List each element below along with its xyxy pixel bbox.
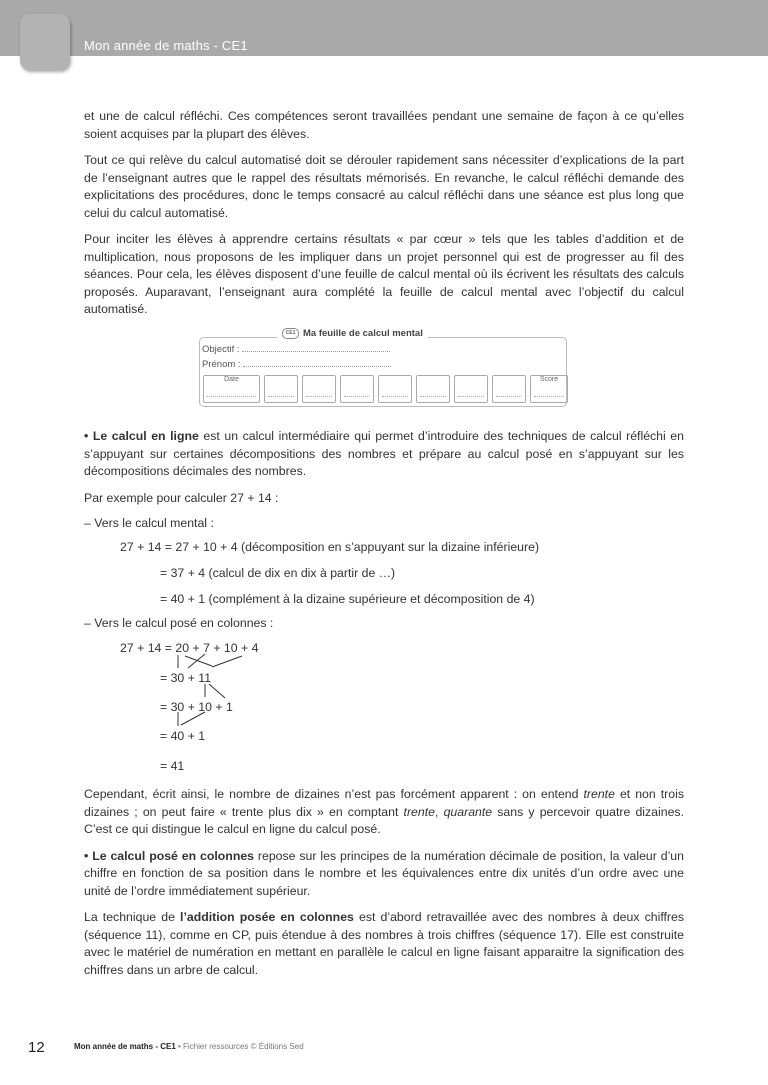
objectif-label: Objectif :: [202, 344, 240, 355]
text: est d’abord retravaillée avec des nombres à deux chiffres (séquence 11), comme en CP, puis étendue à des nombres à trois chiffres (séquence 17). Elle est construite avec le matériel de numération en mettant en parallèle le calcul en ligne faisant apparaitre la signification des chiffres dans un arbre de calcul.: [84, 910, 685, 977]
paragraph-calcul-en-ligne: [84, 428, 684, 481]
date-label: Date: [224, 376, 239, 383]
score-label: Score: [539, 376, 559, 383]
answer-cell: [378, 375, 412, 403]
prenom-line: [202, 359, 391, 370]
footer-publisher: • Fichier ressources © Éditions Sed: [175, 1042, 304, 1051]
answer-cell: [454, 375, 488, 403]
page-number: 12: [28, 1039, 45, 1056]
column-line-3: = 30 + 10 + 1: [160, 700, 233, 714]
paragraph: Pour inciter les élèves à apprendre certains résultats « par cœur » tels que les tables d’addition et de multiplication, nous proposons de les impliquer dans un projet personnel qui est de progresser au fil des séances. Pour cela, les élèves disposent d’une feuille de calcul mental où ils écrivent les résultats des calculs proposés. Auparavant, l’enseignant aura complété la feuille de calcul mental avec l’objectif du calcul automatisé.: [84, 232, 684, 316]
date-cell: [203, 375, 260, 403]
paragraph: Tout ce qui relève du calcul automatisé doit se dérouler rapidement sans nécessiter d’explications de la part de l’enseignant autres que le rappel des résultats mémorisés. En revanche, le calcul réfléchi demande des explicitations des procédures, donc le temps consacré au calcul réfléchi dans une séance est plus long que celui du calcul automatisé.: [84, 153, 684, 220]
mental-line-3: = 40 + 1 (complément à la dizaine supérieure et décomposition de 4): [160, 592, 535, 606]
page-content-3: [84, 786, 684, 979]
mental-line-1: 27 + 14 = 27 + 10 + 4 (décomposition en s’appuyant sur la dizaine inférieure): [120, 540, 540, 554]
answer-cell: [340, 375, 374, 403]
ce1-logo-icon: CE1: [282, 328, 299, 339]
column-line-4: = 40 + 1: [160, 729, 206, 743]
paragraph: – Vers le calcul mental :: [84, 516, 214, 530]
text: sans y percevoir quatre dizaines. C’est ce qui distingue le calcul en ligne du calcul posé.: [84, 804, 684, 836]
text: ,: [435, 804, 444, 819]
sheet-title-text: Ma feuille de calcul mental: [303, 328, 423, 339]
sheet-cells: [203, 375, 568, 403]
bold-term: l’addition posée en colonnes: [180, 910, 354, 924]
bullet: •: [84, 848, 89, 863]
header-title: Mon année de maths - CE1: [84, 38, 248, 53]
italic-text: trente: [583, 787, 615, 801]
answer-cell: [264, 375, 298, 403]
column-line-5: = 41: [160, 759, 185, 773]
paragraph-calcul-pose: [84, 848, 684, 901]
footer-book-title: Mon année de maths - CE1: [74, 1042, 176, 1051]
answer-cell: [416, 375, 450, 403]
tree-line: [209, 684, 225, 698]
paragraph: et une de calcul réfléchi. Ces compétences seront travaillées pendant une semaine de façon à ce qu’elles soient acquises par la plupart des élèves.: [84, 109, 684, 141]
tree-line: [185, 656, 212, 666]
bold-term: Le calcul en ligne: [92, 429, 199, 443]
tree-line: [212, 656, 242, 667]
italic-text: quarante: [443, 804, 493, 819]
bullet: •: [84, 429, 89, 443]
page-content: [84, 108, 684, 319]
text: Cependant, écrit ainsi, le nombre de dizaines n’est pas forcément apparent : on entend: [84, 787, 584, 801]
answer-cell: [492, 375, 526, 403]
mental-line-2: = 37 + 4 (calcul de dix en dix à partir de …): [160, 566, 396, 580]
text: et non trois dizaines ; on peut faire « trente plus dix » en comptant: [84, 787, 684, 819]
column-line-1: 27 + 14 = 20 + 7 + 10 + 4: [120, 641, 259, 655]
footer-credits: [74, 1042, 304, 1051]
objectif-line: [202, 344, 390, 355]
paragraph: Par exemple pour calculer 27 + 14 :: [84, 490, 279, 505]
prenom-label: Prénom :: [202, 359, 241, 370]
mental-calc-sheet: [199, 328, 567, 407]
text: La technique de: [84, 910, 181, 924]
column-line-2: = 30 + 11: [160, 671, 212, 685]
page-content-2: [84, 428, 684, 533]
answer-cell: [302, 375, 336, 403]
header-tab-decoration: [20, 14, 70, 70]
paragraph-addition: [84, 909, 684, 979]
paragraph-text: est un calcul intermédiaire qui permet d’introduire des techniques de calcul réfléchi en s’appuyant sur certaines décompositions des nombres et prépare au calcul posé en s’appuyant sur les décompositions décimales des nombres.: [84, 429, 684, 478]
sheet-title: [277, 328, 428, 339]
paragraph: – Vers le calcul posé en colonnes :: [84, 616, 274, 630]
bold-term: Le calcul posé en colonnes: [92, 848, 255, 863]
paragraph-text: repose sur les principes de la numération décimale de position, la valeur d’un chiffre en fonction de sa position dans le nombre et les équivalences entre dix unités d’un ordre avec une unité de l’ordre immédiatement supérieur.: [84, 848, 684, 898]
score-cell: [530, 375, 568, 403]
paragraph-cependant: [84, 786, 684, 839]
italic-text: trente: [403, 804, 435, 819]
